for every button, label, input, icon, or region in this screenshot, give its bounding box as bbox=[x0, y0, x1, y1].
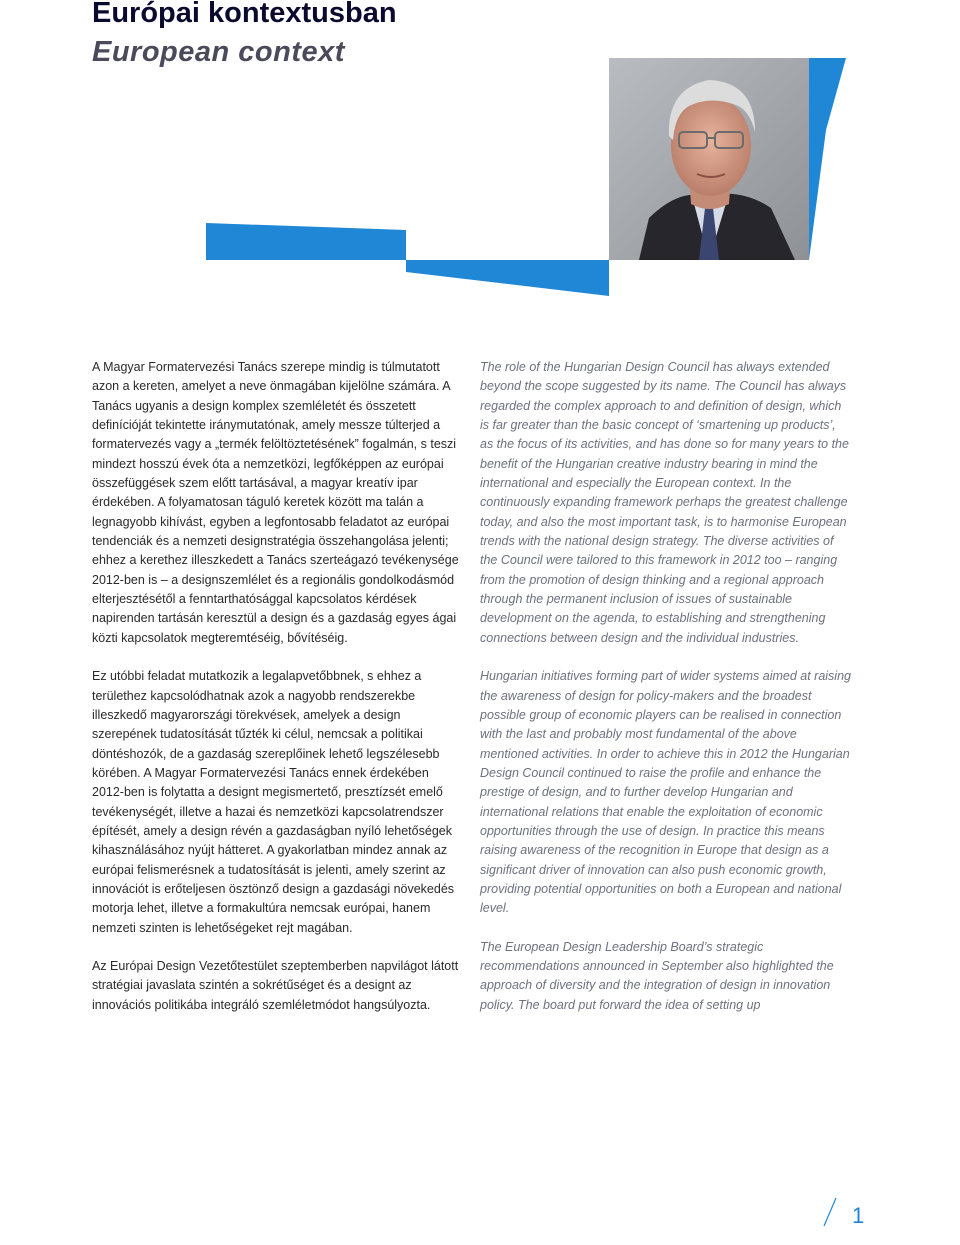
portrait-photo bbox=[609, 58, 809, 260]
hungarian-text-column bbox=[92, 358, 464, 1034]
page-subtitle: European context bbox=[92, 36, 345, 68]
english-text-column bbox=[480, 358, 852, 1034]
page-slash-icon bbox=[822, 1197, 838, 1227]
page-number: 1 bbox=[852, 1203, 865, 1228]
blue-bar-right bbox=[809, 58, 846, 260]
decorative-blue-bars bbox=[0, 0, 960, 310]
hu-paragraph-1: A Magyar Formatervezési Tanács szerepe mindig is túlmutatott azon a kereten, amelyet a neve önmagában kijelölne számára. A Tanács ugyanis a design komplex szemléletét és összetett definícióját tekintette iránymutatónak, amely messze túlterjed a formatervezés vagy a „termék felöltöztetésének” fogalmán, s teszi mindezt hosszú évek óta a nemzetközi, legfőképpen az európai összefüggések szem előtt tartásával, a magyar kreatív ipar érdekében. A folyamatosan táguló keretek között ma talán a legnagyobb kihívást, egyben a legfontosabb feladatot az európai tendenciák és a nemzeti designstratégia összehangolása jelenti; ehhez a kerethez illeszkedett a Tanács szerteágazó tevékenysége 2012-ben is – a designszemlélet és a regionális gondolkodásmód elterjesztésétől a fenntarthatósággal kapcsolatos kérdések napirenden tartásán keresztül a design és a gazdaság egyes ágai közti kapcsolatok megteremtéséig, bővítéséig. bbox=[92, 360, 459, 645]
en-paragraph-1: The role of the Hungarian Design Council has always extended beyond the scope suggested by its name. The Council has always regarded the complex approach to and definition of design, which is far greater than the basic concept of ‘smartening up products’, as the focus of its activities, and has done so for many years to the benefit of the Hungarian creative industry bearing in mind the international and especially the European context. In the continuously expanding framework perhaps the greatest challenge today, and also the most important task, is to harmonise European trends with the national design strategy. The diverse activities of the Council were tailored to this framework in 2012 too – ranging from the promotion of design thinking and a regional approach through the permanent inclusion of issues of sustainable development on the agenda, to establishing and strengthening connections between design and the individual industries. bbox=[480, 360, 849, 645]
hu-paragraph-2: Ez utóbbi feladat mutatkozik a legalapvetőbbnek, s ehhez a területhez kapcsolódhatnak azok a nagyobb rendszerekbe illeszkedő magyarországi törekvések, amelyek a design szerepének tudatosítását tűzték ki célul, nemcsak a politikai döntéshozók, de a gazdaság szereplőinek lehető legszélesebb körében. A Magyar Formatervezési Tanács ennek érdekében 2012-ben is folytatta a designt megismertető, presztízsét emelő tevékenységét, illetve a hazai és nemzetközi kapcsolatrendszer építését, amely a design révén a gazdaságban nyíló lehetőségek kihasználásához nyújt hátteret. A gyakorlatban mindez annak az európai felismerésnek a tudatosítását is jelenti, amely szerint az innovációt is erőteljesen ösztönző design a gazdasági növekedés motorja lehet, illetve a formakultúra nemcsak európai, hanem nemzeti szinten is lehetőségeket rejt magában. bbox=[92, 669, 455, 935]
en-paragraph-3: The European Design Leadership Board’s strategic recommendations announced in September also highlighted the approach of diversity and the integration of design in innovation policy. The board put forward the idea of setting up bbox=[480, 939, 834, 1012]
blue-bar-middle bbox=[406, 260, 609, 296]
blue-bar-left bbox=[206, 223, 406, 260]
hu-paragraph-3: Az Európai Design Vezetőtestület szeptemberben napvilágot látott stratégiai javaslata szintén a sokrétűséget és a designt az innovációs politikába integráló szemléletmódot hangsúlyozta. bbox=[92, 958, 459, 1012]
page-title: Európai kontextusban bbox=[92, 0, 397, 29]
en-paragraph-2: Hungarian initiatives forming part of wider systems aimed at raising the awareness of design for policy-makers and the broadest possible group of economic players can be realised in connection with the last and probably most fundamental of the above mentioned activities. In order to achieve this in 2012 the Hungarian Design Council continued to raise the profile and enhance the prestige of design, and to further develop Hungarian and international relations that enable the exploitation of economic opportunities through the use of design. In practice this means raising awareness of the recognition in Europe that design as a significant driver of innovation can also push economic growth, providing potential opportunities on both a European and national level. bbox=[480, 669, 851, 916]
